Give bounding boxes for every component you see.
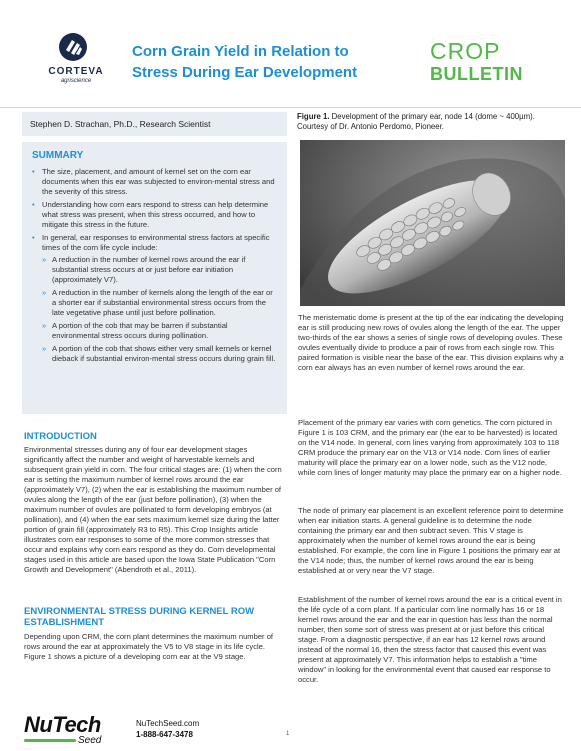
- env-stress-heading: [24, 606, 286, 628]
- logo-wordmark: CORTEVA: [48, 66, 104, 77]
- corteva-leaf-icon: [58, 32, 88, 62]
- page-header: [0, 0, 581, 108]
- logo-subtitle: agriscience: [60, 78, 92, 84]
- summary-subbullet: » A reduction in the number of kernel rows around the ear if substantial stress occurs at or just before ear initiation (approximately V7).: [42, 255, 277, 285]
- right-paragraph-3: The node of primary ear placement is an excellent reference point to determine when ear initiation starts. A general guideline is to determine the node containing the primary ear and then subtract seven. This V stage is approximately when the number of kernel rows around the ear is being established. For example, the corn line in Figure 1 positions the primary ear at the V14 node; thus, the number of kernel rows around the ear is being established at or very near the V7 stage.: [298, 506, 564, 575]
- bulletin-label: BULLETIN: [430, 64, 523, 84]
- summary-bullet: • Understanding how corn ears respond to stress can help determine what stress was present, when this stress occurred, and how to mitigate this stress in the future.: [32, 200, 277, 230]
- intro-paragraph: Environmental stresses during any of four ear development stages significantly affect the number and weight of harvestable kernels and subsequent grain yield in corn. The four critical stages are: (1) when the corn ear is setting the maximum number of kernel rows around the ear (approximately V7), (2) when the ear is establishing the maximum number of ovules along the length of the ear (just before pollination), (3) when the maximum number of ovules are pollinated to form developing embryos (at pollination), and (4) when the ear sets maximum kernel size during the latter portion of grain fill (approximately R3 to R5). This Crop Insights article illustrates corn ear responses to some of the more common stresses that occur and explains why corn ears respond as they do. Corn developmental stages used in this article are based upon the Iowa State Publication "Corn Growth and Development" (Abendroth et al., 2011).: [24, 445, 282, 574]
- summary-bullet: • The size, placement, and amount of kernel set on the corn ear documents when this ear was subjected to environ-mental stress and the severity of this stress.: [32, 167, 277, 197]
- env-stress-paragraph: Depending upon CRM, the corn plant determines the maximum number of rows around the ear at approximately the V5 to V8 stage in its life cycle. Figure 1 shows a picture of a developing corn ear at the V9 stage.: [24, 632, 274, 661]
- footer-phone: 1-888-647-3478: [136, 730, 193, 739]
- summary-box: [22, 142, 287, 414]
- figure-caption: [297, 112, 565, 132]
- right-paragraph-1: The meristematic dome is present at the tip of the ear indicating the developing ear is still producing new rows of ovules along the length of the ear. The upper two-thirds of the ear shows a series of single rows of developing ovules. These ovules eventually divide to produce a pair of rows from each single row. This paired formation is visible near the base of the ear. This division explains why a corn ear always has an even number of kernel rows around the ear.: [298, 313, 564, 372]
- footer-website[interactable]: NuTechSeed.com: [136, 719, 200, 728]
- corteva-logo: [40, 30, 112, 100]
- micrograph-image: [300, 140, 565, 306]
- crop-label: CROP: [430, 38, 501, 64]
- corn-ear-micrograph: [300, 140, 565, 306]
- page-number: 1: [286, 731, 290, 737]
- env-heading-line-2: ESTABLISHMENT: [24, 617, 105, 628]
- summary-bullet-text: In general, ear responses to environmental stress factors at specific times of the corn life cycle include:: [42, 233, 270, 252]
- author-bar: Stephen D. Strachan, Ph.D., Research Scientist: [22, 112, 287, 136]
- nutech-seed-sub: Seed: [78, 735, 102, 746]
- nutech-swoosh: [24, 739, 76, 742]
- nutech-wordmark: NuTech: [24, 712, 101, 737]
- right-paragraph-2: Placement of the primary ear varies with corn genetics. The corn pictured in Figure 1 is 103 CRM, and the primary ear (the ear to be harvested) is located on the V14 node. In general, corn lines varying from approximately 103 to 118 CRM produce the primary ear on the V13 or V14 node. Corn lines of earlier maturity will place the primary ear on a lower node, such as the V12 node, while corn lines of longer maturity may place the primary ear on a higher node.: [298, 418, 562, 477]
- right-paragraph-4: Establishment of the number of kernel rows around the ear is a critical event in the life cycle of a corn plant. If a particular corn line normally has 16 or 18 kernel rows around the ear and the ear in question has less than the normal number, then some sort of stress was present at or just before this critical stage. From a diagnostic perspective, if an ear has 12 kernel rows around instead of the normal 16, then the stress factor that caused this event was present at approximately V7. This information helps to establish a "time window" in looking for the environmental event that caused ear response to occur.: [298, 595, 562, 684]
- header-divider: [0, 107, 581, 108]
- intro-heading: INTRODUCTION: [24, 431, 97, 442]
- nutech-seed-logo: [24, 712, 124, 746]
- page-title: [132, 41, 392, 83]
- summary-heading: SUMMARY: [32, 150, 84, 161]
- summary-list: [32, 167, 277, 364]
- summary-sublist: [42, 255, 277, 364]
- summary-bullet: [32, 233, 277, 364]
- figure-label: Figure 1.: [297, 112, 330, 121]
- figure-caption-text: Development of the primary ear, node 14 (dome ~ 400µm). Courtesy of Dr. Antonio Perdomo, Pioneer.: [297, 112, 535, 131]
- title-line-1: Corn Grain Yield in Relation to: [132, 43, 349, 60]
- env-heading-line-1: ENVIRONMENTAL STRESS DURING KERNEL ROW: [24, 606, 255, 617]
- summary-subbullet: » A portion of the cob that shows either very small kernels or kernel dieback if substantial environ-mental stress occurs during grain fill.: [42, 344, 277, 364]
- footer-contact: [136, 718, 199, 740]
- summary-subbullet: » A portion of the cob that may be barren if substantial environmental stress occurs during pollination.: [42, 321, 277, 341]
- title-line-2: Stress During Ear Development: [132, 64, 358, 81]
- summary-subbullet: » A reduction in the number of kernels along the length of the ear or a shorter ear if substantial environmental stress occurs from the late vegetative phase until just before pollination.: [42, 288, 277, 318]
